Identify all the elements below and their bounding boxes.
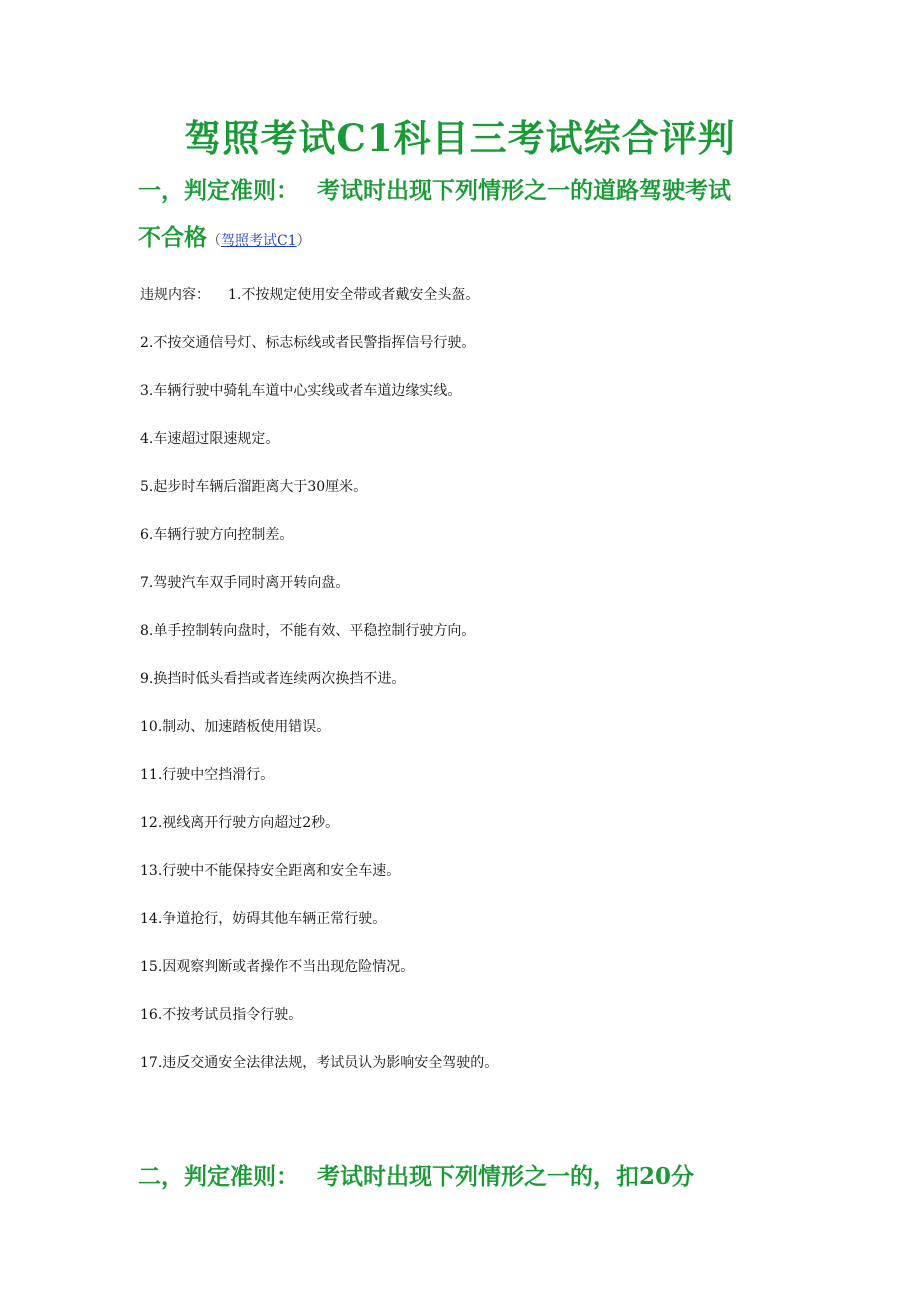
- rule-item: [140, 284, 479, 304]
- rule-item: 3.车辆行驶中骑轧车道中心实线或者车道边缘实线。: [140, 383, 462, 399]
- document-title: 驾照考试C1科目三考试综合评判: [184, 116, 736, 160]
- section1-heading-label: 一，判定准则：: [138, 177, 299, 204]
- source-note: [207, 233, 311, 249]
- rule-item: 17.违反交通安全法律法规，考试员认为影响安全驾驶的。: [140, 1055, 499, 1071]
- section1-heading-text: 考试时出现下列情形之一的道路驾驶考试: [317, 177, 731, 204]
- section2-heading-label: 二，判定准则：: [138, 1163, 299, 1190]
- rule-item: 7.驾驶汽车双手同时离开转向盘。: [140, 575, 350, 591]
- section2-heading-text: 考试时出现下列情形之一的，扣20分: [317, 1163, 695, 1190]
- rule-item: 14.争道抢行，妨碍其他车辆正常行驶。: [140, 911, 387, 927]
- rule-text: 1.不按规定使用安全带或者戴安全头盔。: [228, 287, 480, 303]
- section1-heading: [138, 172, 731, 205]
- section1-heading-line2: [138, 219, 311, 252]
- rule-item: 10.制动、加速踏板使用错误。: [140, 719, 331, 735]
- rule-item: 9.换挡时低头看挡或者连续两次换挡不进。: [140, 671, 406, 687]
- rule-item: 5.起步时车辆后溜距离大于30厘米。: [140, 479, 368, 495]
- rule-item: 6.车辆行驶方向控制差。: [140, 527, 294, 543]
- rule-item: 2.不按交通信号灯、标志标线或者民警指挥信号行驶。: [140, 335, 476, 351]
- rule-item: 15.因观察判断或者操作不当出现危险情况。: [140, 959, 415, 975]
- source-link[interactable]: 驾照考试C1: [221, 233, 297, 249]
- source-close-paren: ）: [296, 233, 311, 249]
- rule-item: 13.行驶中不能保持安全距离和安全车速。: [140, 863, 401, 879]
- rule-item: 8.单手控制转向盘时，不能有效、平稳控制行驶方向。: [140, 623, 476, 639]
- rule-item: 12.视线离开行驶方向超过2秒。: [140, 815, 340, 831]
- source-open-paren: （: [207, 233, 221, 249]
- violations-lead: 违规内容：: [140, 287, 210, 303]
- section1-heading-continuation: 不合格: [138, 224, 207, 251]
- rule-item: 4.车速超过限速规定。: [140, 431, 280, 447]
- section2-heading: [138, 1158, 694, 1191]
- rule-item: 11.行驶中空挡滑行。: [140, 767, 275, 783]
- rule-item: 16.不按考试员指令行驶。: [140, 1007, 303, 1023]
